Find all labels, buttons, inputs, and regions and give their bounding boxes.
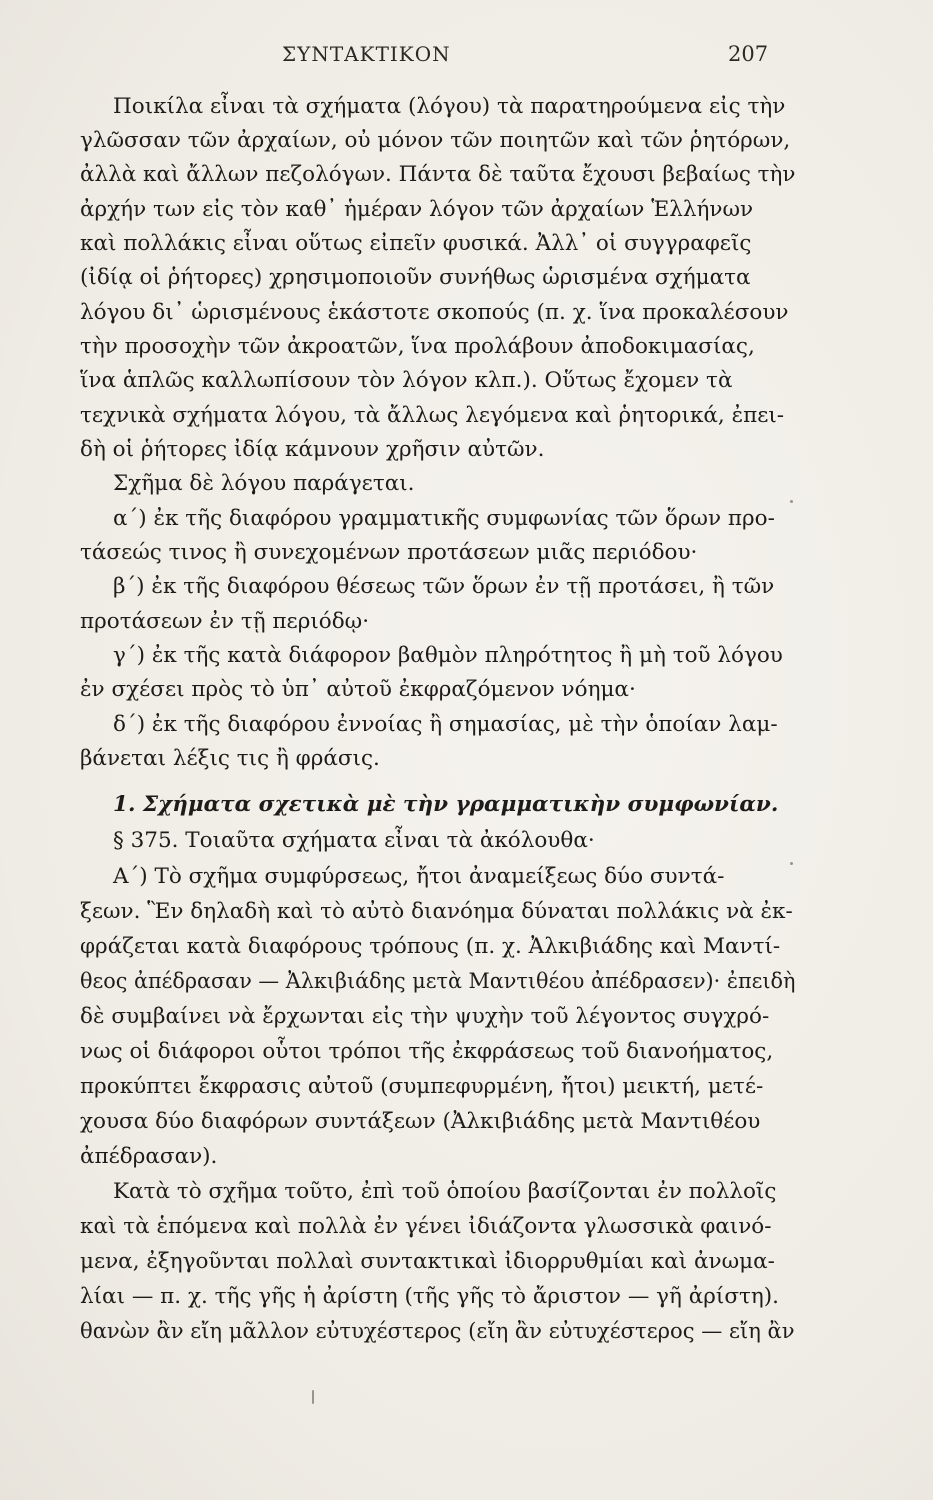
- text-line: καὶ τὰ ἑπόμενα καὶ πολλὰ ἐν γένει ἰδιάζοντα γλωσσικὰ φαινό-: [80, 1214, 772, 1239]
- text-line: Ποικίλα εἶναι τὰ σχήματα (λόγου) τὰ παρατηρούμενα εἰς τὴν: [113, 94, 786, 119]
- text-line: ξεων. Ἓν δηλαδὴ καὶ τὸ αὐτὸ διανόημα δύναται πολλάκις νὰ ἐκ-: [80, 899, 793, 924]
- text-line: δὴ οἱ ῥήτορες ἰδίᾳ κάμνουν χρῆσιν αὐτῶν.: [80, 437, 545, 462]
- text-line: λίαι — π. χ. τῆς γῆς ἡ ἀρίστη (τῆς γῆς τὸ ἄριστον — γῆ ἀρίστη).: [80, 1284, 780, 1309]
- text-line: καὶ πολλάκις εἶναι οὕτως εἰπεῖν φυσικά. Ἀλλ᾽ οἱ συγγραφεῖς: [80, 231, 752, 256]
- text-line: ἀλλὰ καὶ ἄλλων πεζολόγων. Πάντα δὲ ταῦτα ἔχουσι βεβαίως τὴν: [80, 162, 796, 187]
- text-line: Κατὰ τὸ σχῆμα τοῦτο, ἐπὶ τοῦ ὁποίου βασίζονται ἐν πολλοῖς: [113, 1179, 777, 1204]
- text-line: λόγου δι᾽ ὡρισμένους ἑκάστοτε σκοπούς (π. χ. ἵνα προκαλέσουν: [80, 300, 789, 325]
- text-line: ἐν σχέσει πρὸς τὸ ὑπ᾽ αὐτοῦ ἐκφραζόμενον νόημα·: [80, 677, 636, 702]
- text-line: χουσα δύο διαφόρων συντάξεων (Ἀλκιβιάδης μετὰ Μαντιθέου: [80, 1109, 761, 1134]
- speck: [312, 1390, 314, 1404]
- text-line: προκύπτει ἔκφρασις αὐτοῦ (συμπεφυρμένη, ἤτοι) μεικτή, μετέ-: [80, 1074, 764, 1099]
- text-line: θεος ἀπέδρασαν — Ἀλκιβιάδης μετὰ Μαντιθέου ἀπέδρασεν)· ἐπειδὴ: [80, 969, 796, 994]
- text-line: δ΄) ἐκ τῆς διαφόρου ἐννοίας ἢ σημασίας, μὲ τὴν ὁποίαν λαμ-: [113, 712, 778, 737]
- text-line: β΄) ἐκ τῆς διαφόρου θέσεως τῶν ὅρων ἐν τῇ προτάσει, ἢ τῶν: [113, 574, 775, 599]
- text-line: τεχνικὰ σχήματα λόγου, τὰ ἄλλως λεγόμενα καὶ ῥητορικά, ἐπει-: [80, 403, 785, 428]
- text-line: δὲ συμβαίνει νὰ ἔρχωνται εἰς τὴν ψυχὴν τοῦ λέγοντος συγχρό-: [80, 1004, 770, 1029]
- text-line: προτάσεων ἐν τῇ περιόδῳ·: [80, 609, 370, 634]
- text-line: α΄) ἐκ τῆς διαφόρου γραμματικῆς συμφωνίας τῶν ὅρων προ-: [113, 506, 775, 531]
- text-line: Α΄) Τὸ σχῆμα συμφύρσεως, ἤτοι ἀναμείξεως δύο συντά-: [113, 864, 725, 889]
- text-line: τάσεώς τινος ἢ συνεχομένων προτάσεων μιᾶς περιόδου·: [80, 540, 698, 565]
- text-line: γλῶσσαν τῶν ἀρχαίων, οὐ μόνον τῶν ποιητῶν καὶ τῶν ῥητόρων,: [80, 128, 791, 153]
- text-line: § 375. Τοιαῦτα σχήματα εἶναι τὰ ἀκόλουθα·: [113, 828, 595, 853]
- text-line: μενα, ἐξηγοῦνται πολλαὶ συντακτικαὶ ἰδιορρυθμίαι καὶ ἀνωμα-: [80, 1249, 775, 1274]
- text-line: βάνεται λέξις τις ἢ φράσις.: [80, 746, 380, 771]
- text-line: φράζεται κατὰ διαφόρους τρόπους (π. χ. Ἀλκιβιάδης καὶ Μαντί-: [80, 934, 781, 959]
- speck: [790, 862, 793, 865]
- text-line: ἀρχήν των εἰς τὸν καθ᾽ ἡμέραν λόγον τῶν ἀρχαίων Ἑλλήνων: [80, 197, 754, 222]
- text-line: Σχῆμα δὲ λόγου παράγεται.: [113, 471, 415, 496]
- page-number: 207: [728, 42, 769, 66]
- text-line: θανὼν ἂν εἴη μᾶλλον εὐτυχέστερος (εἴη ἂν εὐτυχέστερος — εἴη ἂν: [80, 1319, 795, 1344]
- text-line: νως οἱ διάφοροι οὗτοι τρόποι τῆς ἐκφράσεως τοῦ διανοήματος,: [80, 1039, 774, 1064]
- speck: [790, 500, 793, 503]
- text-line: ἀπέδρασαν).: [80, 1144, 218, 1169]
- text-line: (ἰδίᾳ οἱ ῥήτορες) χρησιμοποιοῦν συνήθως ὡρισμένα σχήματα: [80, 265, 751, 290]
- text-line: γ΄) ἐκ τῆς κατὰ διάφορον βαθμὸν πληρότητος ἢ μὴ τοῦ λόγου: [113, 643, 783, 668]
- section-heading: 1. Σχήματα σχετικὰ μὲ τὴν γραμματικὴν συμφωνίαν.: [113, 792, 779, 817]
- text-line: ἵνα ἁπλῶς καλλωπίσουν τὸν λόγον κλπ.). Οὕτως ἔχομεν τὰ: [80, 368, 733, 393]
- text-line: τὴν προσοχὴν τῶν ἀκροατῶν, ἵνα προλάβουν ἀποδοκιμασίας,: [80, 334, 755, 359]
- running-title: ΣΥΝΤΑΚΤΙΚΟΝ: [282, 42, 451, 66]
- page-header: [0, 38, 933, 78]
